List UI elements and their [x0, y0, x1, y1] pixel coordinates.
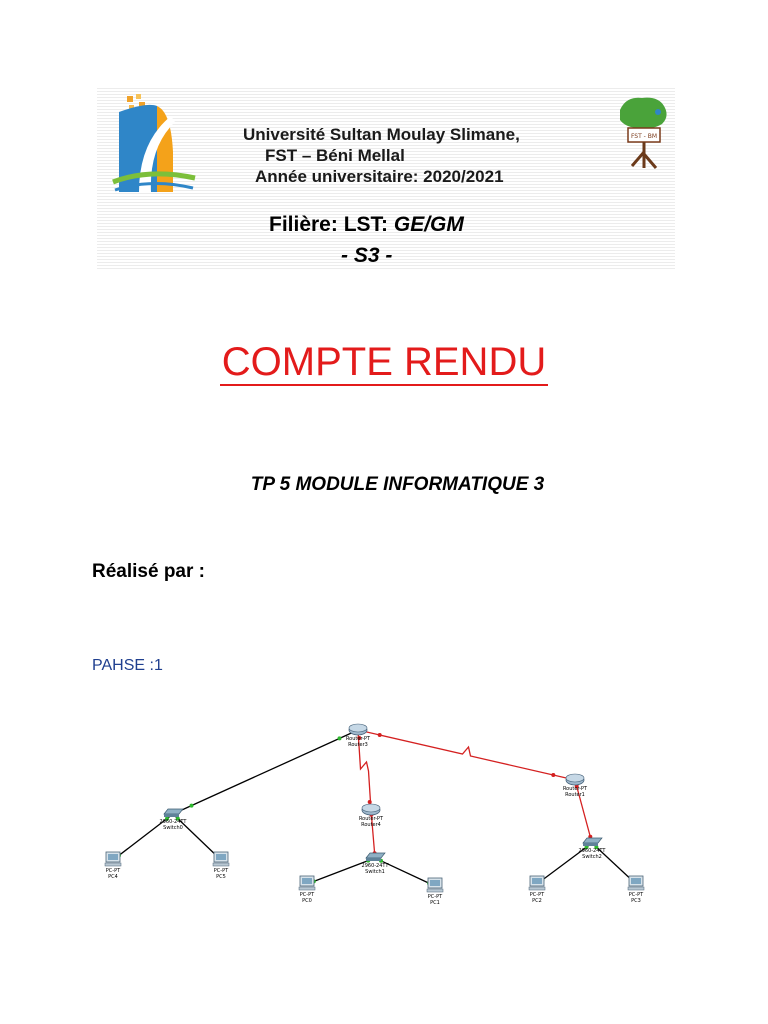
page-title: [0, 338, 768, 386]
pc-pc2-type-label: PC-PT: [529, 892, 545, 898]
router-router1-icon-top: [566, 774, 584, 782]
filiere: [269, 213, 464, 237]
router-router3-type-label: Router-PT: [345, 736, 371, 742]
pc-pc0-screen-icon: [302, 878, 312, 884]
header-banner: [97, 86, 675, 270]
switch-switch1-icon-side: [366, 858, 381, 861]
router-router4-type-label: Router-PT: [358, 816, 384, 822]
switch-switch1-name-label: Switch1: [365, 869, 385, 875]
link-router3-switch0: [173, 730, 358, 814]
switch-switch2-icon-side: [583, 843, 598, 846]
pc-pc5-screen-icon: [216, 854, 226, 860]
pc-pc2-screen-icon: [532, 878, 542, 884]
switch-switch2-type-label: 2960-24TT: [578, 848, 606, 854]
router-router1-name-label: Router1: [565, 792, 585, 798]
network-topology-diagram: [95, 710, 685, 920]
fst-logo-icon: [612, 92, 674, 180]
pc-pc4-screen-icon: [108, 854, 118, 860]
pc-pc0-name-label: PC0: [302, 898, 312, 904]
banner-text: [243, 124, 543, 187]
pc-pc5-base-icon: [213, 863, 229, 866]
pc-pc2-base-icon: [529, 887, 545, 890]
link-router3-router1-end-b: [551, 773, 555, 777]
link-router3-switch0-end-b: [190, 804, 194, 808]
phase-heading: PAHSE :1: [92, 657, 163, 674]
switch-switch2-icon: [583, 838, 602, 843]
faculty-name: FST – Béni Mellal: [265, 146, 405, 165]
pc-pc1-screen-icon: [430, 880, 440, 886]
pc-pc3-type-label: PC-PT: [628, 892, 644, 898]
router-router3-icon-top: [349, 724, 367, 732]
fst-logo-label: FST - BM: [630, 133, 658, 140]
pc-pc1-type-label: PC-PT: [427, 894, 443, 900]
switch-switch1-icon: [366, 853, 385, 858]
switch-switch0-icon-side: [164, 814, 179, 817]
page-title-text: COMPTE RENDU: [221, 340, 547, 384]
filiere-value: GE/GM: [393, 213, 464, 236]
academic-year: Année universitaire: 2020/2021: [255, 167, 504, 186]
switch-switch1-type-label: 2960-24TT: [361, 863, 389, 869]
pc-pc4-base-icon: [105, 863, 121, 866]
pc-pc1-name-label: PC1: [430, 900, 440, 906]
university-logo-icon: [109, 92, 199, 200]
link-router3-router4-end-b: [368, 800, 372, 804]
pc-pc1-base-icon: [427, 889, 443, 892]
switch-switch0-name-label: Switch0: [163, 825, 183, 831]
switch-switch0-type-label: 2960-24TT: [159, 819, 187, 825]
router-router4-name-label: Router4: [361, 822, 381, 828]
pc-pc0-base-icon: [299, 887, 315, 890]
pc-pc3-base-icon: [628, 887, 644, 890]
author-label: Réalisé par :: [92, 561, 205, 582]
pc-pc4-type-label: PC-PT: [105, 868, 121, 874]
pc-pc5-name-label: PC5: [216, 874, 226, 880]
pc-pc4-name-label: PC4: [108, 874, 118, 880]
switch-switch0-icon: [164, 809, 183, 814]
router-router1-type-label: Router-PT: [562, 786, 588, 792]
link-router3-switch0-end-a: [338, 736, 342, 740]
pc-pc3-name-label: PC3: [631, 898, 641, 904]
pc-pc5-type-label: PC-PT: [213, 868, 229, 874]
link-router3-router1: [358, 730, 575, 780]
filiere-prefix: Filière: LST:: [269, 213, 394, 236]
pc-pc3-screen-icon: [631, 878, 641, 884]
subtitle: TP 5 MODULE INFORMATIQUE 3: [250, 474, 545, 495]
pc-pc0-type-label: PC-PT: [299, 892, 315, 898]
university-name: Université Sultan Moulay Slimane,: [243, 125, 520, 144]
pc-pc2-name-label: PC2: [532, 898, 542, 904]
link-router3-router1-end-a: [378, 733, 382, 737]
switch-switch2-name-label: Switch2: [582, 854, 602, 860]
router-router4-icon-top: [362, 804, 380, 812]
router-router3-name-label: Router3: [348, 742, 368, 748]
semester: - S3 -: [341, 244, 393, 267]
